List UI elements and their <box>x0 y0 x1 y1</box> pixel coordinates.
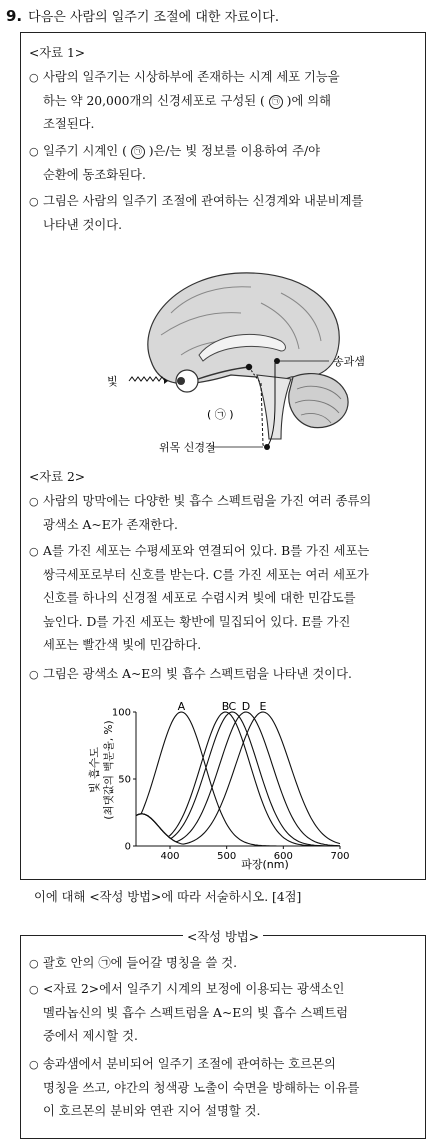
light-label: 빛 <box>107 375 118 388</box>
x-tick-label: 700 <box>330 851 350 862</box>
absorption-chart <box>80 700 370 872</box>
y-tick-label: 100 <box>111 707 131 719</box>
data1-bullet-2: ○ 일주기 시계인 ( ㉠ )은/는 빛 정보를 이용하여 주/야 순환에 동조화된다. <box>29 140 419 187</box>
bullet-circle-icon: ○ <box>29 145 39 158</box>
bullet-circle-icon: ○ <box>29 495 39 508</box>
brain-figure <box>81 263 401 463</box>
bullet-circle-icon: ○ <box>29 668 39 681</box>
instruction-text: 이에 대해 <작성 방법>에 따라 서술하시오. [4점] <box>34 890 302 904</box>
method-bullet-1: ○ 괄호 안의 ㉠에 들어갈 명칭을 쓸 것. <box>29 952 419 976</box>
data1-bullet-3: ○ 그림은 사람의 일주기 조절에 관여하는 신경계와 내분비계를 나타낸 것이다. <box>29 190 419 237</box>
question-header <box>6 6 279 25</box>
circle-mark: ㉠ <box>269 95 283 109</box>
curve-A <box>136 712 340 846</box>
data2-bullet-3: ○ 그림은 광색소 A~E의 빛 흡수 스펙트럼을 나타낸 것이다. <box>29 663 419 687</box>
curve-C <box>136 712 340 846</box>
pupil <box>177 377 185 385</box>
pineal-label: 송과샘 <box>333 355 365 368</box>
y-tick-label: 50 <box>118 774 131 786</box>
ganglion-dot <box>264 444 270 450</box>
question-stem: 다음은 사람의 일주기 조절에 대한 자료이다. <box>28 10 279 25</box>
question-number: 9. <box>6 7 23 25</box>
curve-D <box>136 712 340 846</box>
bullet-circle-icon: ○ <box>29 195 39 208</box>
series-label-E: E <box>259 700 267 713</box>
circle-mark: ㉠ <box>131 145 145 159</box>
x-tick-label: 600 <box>273 851 293 862</box>
method-title-wrap <box>21 927 425 945</box>
method-box <box>20 930 426 1139</box>
method-bullet-2: ○ <자료 2>에서 일주기 시계의 보정에 이용되는 광색소인 멜라놉신의 빛 흡수 스펙트럼을 A~E의 빛 흡수 스펙트럼 중에서 제시할 것. <box>29 978 419 1049</box>
bullet-circle-icon: ○ <box>29 545 39 558</box>
bullet-circle-icon: ○ <box>29 983 39 996</box>
data2-title: <자료 2> <box>29 470 86 484</box>
series-label-A: A <box>177 700 186 713</box>
light-wave <box>129 377 165 381</box>
bullet-circle-icon: ○ <box>29 1058 39 1071</box>
y-axis-label-1: 빛 흡수도 <box>88 746 101 794</box>
x-tick-label: 500 <box>217 851 237 862</box>
curve-B <box>136 712 340 846</box>
x-tick-label: 400 <box>160 851 180 862</box>
series-label-C: C <box>228 700 237 713</box>
cerebrum <box>148 273 339 384</box>
figure-mark-label: ( ㉠ ) <box>207 408 234 421</box>
ganglion-label: 위목 신경절 <box>159 441 216 454</box>
series-label-B: B <box>221 700 230 713</box>
series-label-D: D <box>241 700 251 713</box>
data2-bullet-2: ○ A를 가진 세포는 수평세포와 연결되어 있다. B를 가진 세포는 쌍극세포로부터 신호를 받는다. C를 가진 세포는 여러 세포가 신호를 하나의 신경절 세포로 수렴시켜 빛에 대한 민감도를 높인다. D를 가진 세포는 황반에 밀집되어 있다. E를 가진 세포는 빨간색 빛에 민감하다. <box>29 540 419 658</box>
data1-bullet-1: ○ 사람의 일주기는 시상하부에 존재하는 시계 세포 기능을 하는 약 20,000개의 신경세포로 구성된 ( ㉠ )에 의해 조절된다. <box>29 66 419 137</box>
data1-title: <자료 1> <box>29 46 86 60</box>
method-title: <작성 방법> <box>183 930 263 944</box>
x-axis-label: 파장(nm) <box>241 858 289 871</box>
bullet-circle-icon: ○ <box>29 957 39 970</box>
data2-bullet-1: ○ 사람의 망막에는 다양한 빛 흡수 스펙트럼을 가진 여러 종류의 광색소 A~E가 존재한다. <box>29 490 419 537</box>
curve-E <box>136 712 340 844</box>
y-axis-label-2: (최댓값의 백분율, %) <box>103 720 115 820</box>
y-tick-label: 0 <box>124 841 131 853</box>
bullet-circle-icon: ○ <box>29 71 39 84</box>
cerebellum <box>289 374 348 428</box>
method-bullet-3: ○ 송과샘에서 분비되어 일주기 조절에 관여하는 호르몬의 명칭을 쓰고, 야간의 청색광 노출이 숙면을 방해하는 이유를 이 호르몬의 분비와 연관 지어 설명할 것. <box>29 1053 419 1124</box>
